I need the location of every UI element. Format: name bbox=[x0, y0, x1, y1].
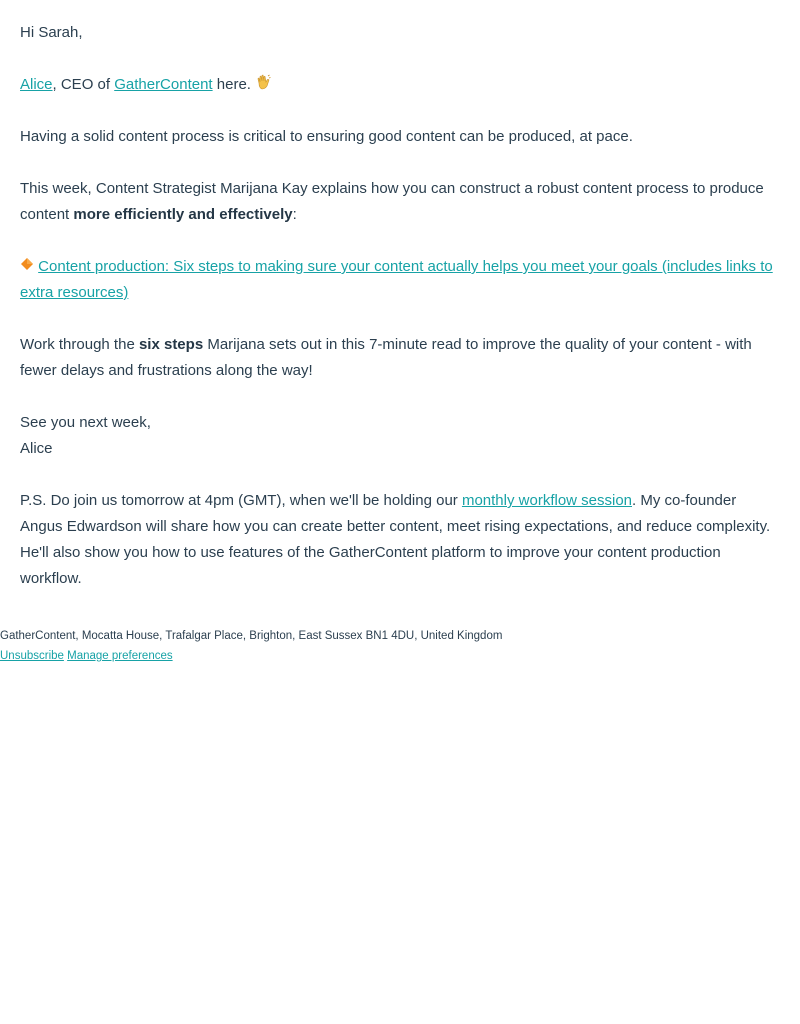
intro-mid-text: , CEO of bbox=[52, 76, 115, 93]
intro-paragraph bbox=[20, 72, 780, 98]
sender-link[interactable]: Alice bbox=[20, 76, 53, 93]
unsubscribe-link[interactable]: Unsubscribe bbox=[0, 650, 64, 662]
steps-end-text: Marijana sets out in this 7-minute read to improve the quality of your content - with fewer delays and frustrations along the way! bbox=[20, 336, 752, 379]
week-text: This week, Content Strategist Marijana Kay explains how you can construct a robust content process to produce content bbox=[20, 180, 764, 223]
signoff-line: See you next week, bbox=[20, 414, 151, 431]
process-paragraph: Having a solid content process is critical to ensuring good content can be produced, at pace. bbox=[20, 128, 633, 145]
steps-bold-text: six steps bbox=[138, 336, 204, 353]
steps-paragraph bbox=[20, 332, 780, 384]
week-end-text: : bbox=[292, 206, 297, 223]
orange-diamond-icon bbox=[20, 254, 34, 280]
footer bbox=[0, 626, 800, 666]
ps-start-text: P.S. Do join us tomorrow at 4pm (GMT), when we'll be holding our bbox=[20, 492, 462, 509]
steps-start-text: Work through the bbox=[20, 336, 139, 353]
article-paragraph bbox=[20, 254, 780, 306]
signoff-name: Alice bbox=[20, 440, 53, 457]
greeting: Hi Sarah, bbox=[20, 24, 83, 41]
footer-address: GatherContent, Mocatta House, Trafalgar Place, Brighton, East Sussex BN1 4DU, United Kingdom bbox=[0, 630, 503, 642]
company-link[interactable]: GatherContent bbox=[114, 76, 213, 93]
signoff bbox=[20, 410, 780, 462]
week-bold-text: more efficiently and effectively bbox=[73, 206, 293, 223]
waving-hand-icon bbox=[255, 72, 271, 98]
ps-end-text: . My co-founder Angus Edwardson will share how you can create better content, meet rising expectations, and reduce complexity. He'll also show you how to use features of the GatherContent platform to improve your content production workflow. bbox=[20, 492, 771, 587]
article-link[interactable]: Content production: Six steps to making sure your content actually helps you meet your goals (includes links to extra resources) bbox=[20, 258, 773, 301]
footer-links bbox=[0, 646, 800, 666]
manage-preferences-link[interactable]: Manage preferences bbox=[67, 650, 173, 662]
ps-paragraph bbox=[20, 488, 780, 592]
intro-end-text: here. bbox=[212, 76, 256, 93]
workflow-session-link[interactable]: monthly workflow session bbox=[461, 492, 633, 509]
week-paragraph bbox=[20, 176, 780, 228]
